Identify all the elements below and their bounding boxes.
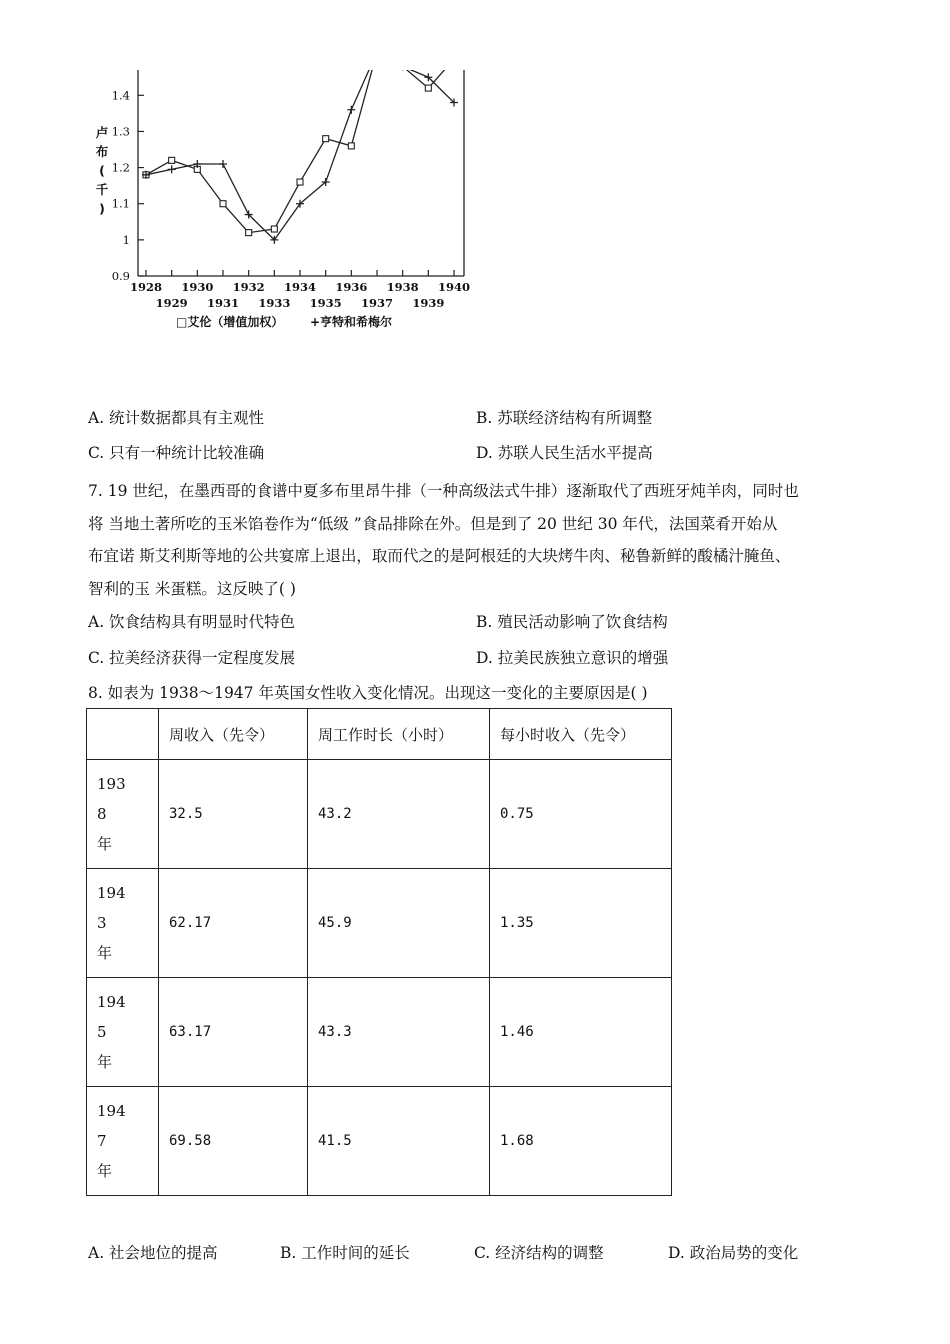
y-axis-label: 千 — [95, 182, 109, 197]
x-tick-label: 1939 — [412, 296, 445, 310]
table-cell: 62.17 — [159, 869, 308, 978]
table-cell: 1.35 — [490, 869, 672, 978]
table-cell: 63.17 — [159, 978, 308, 1087]
table-row — [87, 869, 672, 978]
series-2 — [142, 62, 458, 244]
q7-stem — [88, 475, 878, 605]
y-tick-label: 0.9 — [111, 269, 130, 283]
data-point — [323, 136, 329, 142]
year-part: 194 — [97, 993, 126, 1011]
table-cell: 43.2 — [308, 760, 490, 869]
x-tick-label: 1937 — [360, 296, 394, 310]
q7-option-b[interactable]: B. 殖民活动影响了饮食结构 — [476, 613, 668, 631]
q7-stem-line: 智利的玉 米蛋糕。这反映了( ) — [88, 579, 296, 598]
q7-stem-line: 布宜诺 斯艾利斯等地的公共宴席上退出，取而代之的是阿根廷的大块烤牛肉、秘鲁新鲜的酸橘汁腌鱼、 — [88, 547, 791, 565]
soviet-wage-chart — [82, 62, 482, 347]
x-tick-label: 1933 — [258, 296, 291, 310]
series-1 — [143, 62, 457, 236]
x-tick-label: 1930 — [181, 280, 214, 294]
table-cell: 45.9 — [308, 869, 490, 978]
y-axis-label: ) — [99, 201, 105, 216]
year-part: 194 — [97, 1102, 126, 1120]
table-cell: 0.75 — [490, 760, 672, 869]
year-part: 年 — [97, 835, 113, 853]
data-point — [168, 165, 176, 173]
line-chart — [82, 62, 482, 347]
x-tick-label: 1935 — [309, 296, 342, 310]
x-tick-label: 1936 — [335, 280, 368, 294]
y-axis-label: ( — [99, 163, 105, 178]
q8-option-c[interactable]: C. 经济结构的调整 — [474, 1244, 604, 1262]
q7-option-d[interactable]: D. 拉美民族独立意识的增强 — [476, 649, 669, 667]
q7-option-c[interactable]: C. 拉美经济获得一定程度发展 — [88, 649, 296, 667]
table-row — [87, 978, 672, 1087]
x-tick-label: 1940 — [437, 280, 471, 294]
table-cell: 1.68 — [490, 1087, 672, 1196]
q7-option-a[interactable]: A. 饮食结构具有明显时代特色 — [88, 613, 296, 631]
y-tick-label: 1.2 — [111, 160, 130, 175]
q8-option-b[interactable]: B. 工作时间的延长 — [280, 1244, 410, 1262]
year-part: 年 — [97, 1053, 113, 1071]
table-header-hourly-income: 每小时收入（先令） — [490, 709, 672, 760]
x-tick-label: 1928 — [129, 280, 163, 294]
x-tick-label: 1934 — [283, 280, 317, 294]
q7-stem-line: 将 当地土著所吃的玉米馅卷作为“低级 ”食品排除在外。但是到了 20 世纪 30 年代，法国菜肴开始从 — [88, 514, 778, 533]
data-point — [399, 62, 407, 70]
table-cell: 69.58 — [159, 1087, 308, 1196]
year-part: 193 — [97, 775, 126, 793]
income-table — [86, 708, 672, 1196]
y-axis-label: 布 — [95, 144, 109, 159]
q6-option-b[interactable]: B. 苏联经济结构有所调整 — [476, 409, 653, 427]
table-year-cell — [87, 978, 159, 1087]
legend-entry: □艾伦（增值加权） — [176, 315, 284, 329]
table-cell: 43.3 — [308, 978, 490, 1087]
data-point — [400, 63, 406, 69]
series-line — [146, 62, 454, 240]
table-cell: 32.5 — [159, 760, 308, 869]
data-point — [348, 143, 354, 149]
x-tick-label: 1938 — [386, 280, 419, 294]
table-header-weekly-hours: 周工作时长（小时） — [308, 709, 490, 760]
table-year-cell — [87, 869, 159, 978]
y-tick-label: 1.4 — [111, 88, 130, 103]
x-tick-label: 1931 — [206, 296, 240, 310]
table-cell: 1.46 — [490, 978, 672, 1087]
q6-option-d[interactable]: D. 苏联人民生活水平提高 — [476, 444, 653, 462]
q8-option-d[interactable]: D. 政治局势的变化 — [668, 1244, 799, 1262]
legend-entry: +亨特和希梅尔 — [310, 315, 393, 329]
data-point — [220, 201, 226, 207]
table-year-cell — [87, 1087, 159, 1196]
data-point — [297, 179, 303, 185]
data-point — [219, 160, 227, 168]
y-tick-label: 1.3 — [111, 124, 130, 139]
y-tick-label: 1.1 — [111, 196, 130, 211]
q6-option-c[interactable]: C. 只有一种统计比较准确 — [88, 444, 265, 462]
q8-stem: 8. 如表为 1938～1947 年英国女性收入变化情况。出现这一变化的主要原因是( ) — [88, 684, 648, 702]
year-part: 194 — [97, 884, 126, 902]
x-tick-label: 1929 — [155, 296, 188, 310]
year-part: 年 — [97, 1162, 113, 1180]
q6-option-a[interactable]: A. 统计数据都具有主观性 — [88, 409, 265, 427]
year-part: 7 — [97, 1132, 107, 1150]
year-part: 年 — [97, 944, 113, 962]
year-part: 3 — [97, 914, 107, 932]
data-point — [425, 85, 431, 91]
y-axis-label: 卢 — [95, 125, 109, 140]
table-header-weekly-income: 周收入（先令） — [159, 709, 308, 760]
year-part: 5 — [97, 1023, 107, 1041]
year-part: 8 — [97, 805, 107, 823]
y-tick-label: 1 — [122, 232, 130, 247]
x-tick-label: 1932 — [232, 280, 265, 294]
data-point — [347, 106, 355, 114]
table-header-empty — [87, 709, 159, 760]
q8-option-a[interactable]: A. 社会地位的提高 — [88, 1244, 218, 1262]
table-header-row — [87, 709, 672, 760]
q7-stem-line: 7. 19 世纪，在墨西哥的食谱中夏多布里昂牛排（一种高级法式牛排）逐渐取代了西班牙炖羊肉，同时也 — [88, 482, 799, 500]
data-point — [169, 157, 175, 163]
data-point — [271, 226, 277, 232]
table-row — [87, 1087, 672, 1196]
table-year-cell — [87, 760, 159, 869]
table-cell: 41.5 — [308, 1087, 490, 1196]
data-point — [246, 230, 252, 236]
table-row — [87, 760, 672, 869]
